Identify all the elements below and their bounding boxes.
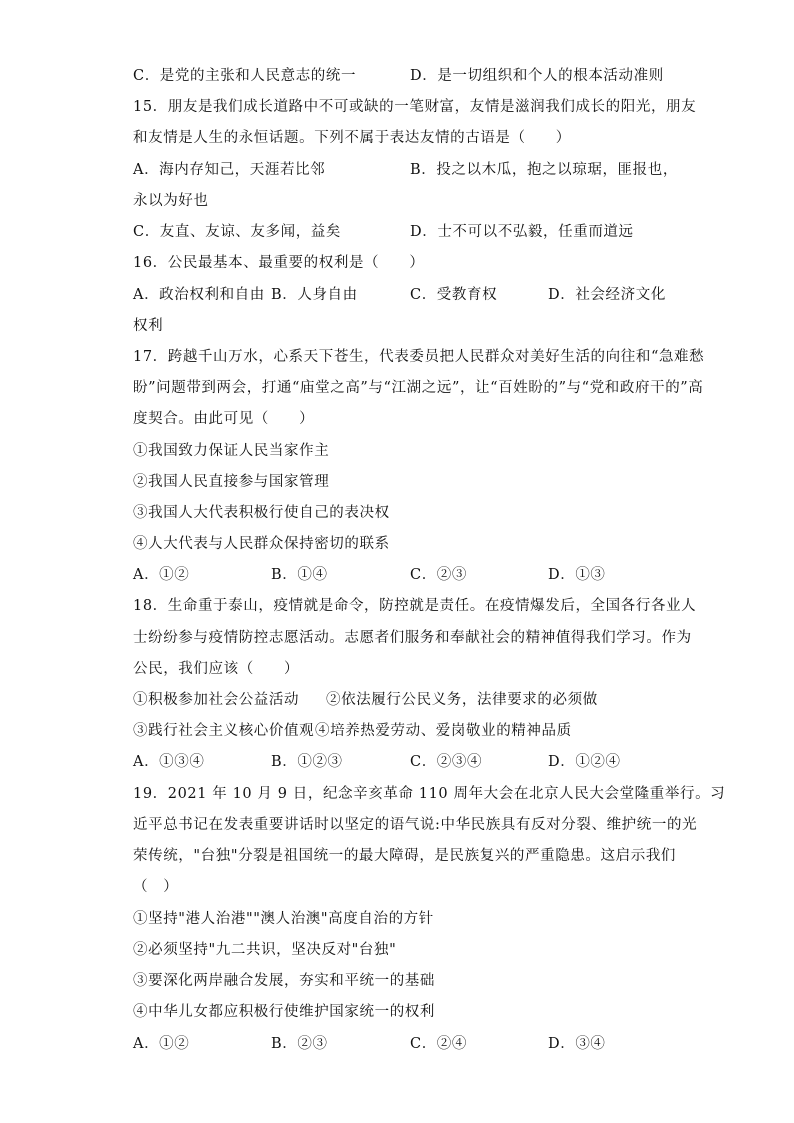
q18-stem-line2: 士纷纷参与疫情防控志愿活动。志愿者们服务和奉献社会的精神值得我们学习。作为 [133,630,692,646]
q18-item-3: ③践行社会主义核心价值观 [133,723,315,739]
q16-option-c: C．受教育权 [410,287,498,303]
q14-option-d: D．是一切组织和个人的根本活动准则 [410,68,664,84]
q15-option-a: A．海内存知己，天涯若比邻 [133,162,326,178]
q17-item-2: ②我国人民直接参与国家管理 [133,474,330,490]
q17-stem-line2: 盼”问题带到两会，打通“庙堂之高”与“江湖之远”，让“百姓盼的”与“党和政府干的”高 [133,380,704,396]
q19-option-b: B．②③ [271,1036,328,1052]
q17-item-4: ④人大代表与人民群众保持密切的联系 [133,536,390,552]
q19-option-a: A．①② [133,1036,190,1052]
q16-stem: 16．公民最基本、最重要的权利是（ ） [133,255,425,271]
q19-item-4: ④中华儿女都应积极行使维护国家统一的权利 [133,1004,435,1020]
q15-stem-line2: 和友情是人生的永恒话题。下列不属于表达友情的古语是（ ） [133,130,571,146]
q15-stem-line1: 15．朋友是我们成长道路中不可或缺的一笔财富，友情是滋润我们成长的阳光，朋友 [133,99,697,115]
q19-stem-line4: （ ） [133,879,179,895]
q14-option-c: C．是党的主张和人民意志的统一 [133,68,357,84]
q17-stem-line1: 17．跨越千山万水，心系天下苍生，代表委员把人民群众对美好生活的向往和“急难愁 [133,349,705,365]
q16-option-a: A．政治权利和自由 [133,287,265,303]
q19-option-d: D．③④ [548,1036,606,1052]
q18-stem-line1: 18．生命重于泰山，疫情就是命令，防控就是责任。在疫情爆发后，全国各行各业人 [133,598,697,614]
q15-option-c: C．友直、友谅、友多闻，益矣 [133,224,341,240]
q18-option-c: C．②③④ [410,754,483,770]
q18-option-b: B．①②③ [271,754,343,770]
q19-stem-line3: 荣传统，"台独"分裂是祖国统一的最大障碍，是民族复兴的严重隐患。这启示我们 [133,848,677,864]
q15-option-d: D．士不可以不弘毅，任重而道远 [410,224,634,240]
q19-item-1: ①坚持"港人治港""澳人治澳"高度自治的方针 [133,911,434,927]
q17-stem-line3: 度契合。由此可见（ ） [133,411,315,427]
q19-item-2: ②必须坚持"九二共识，坚决反对"台独" [133,942,397,958]
q18-option-a: A．①③④ [133,754,205,770]
q16-option-d-line1: D．社会经济文化 [548,287,666,303]
q18-item-4: ④培养热爱劳动、爱岗敬业的精神品质 [315,723,572,739]
q17-item-3: ③我国人大代表积极行使自己的表决权 [133,505,390,521]
q17-item-1: ①我国致力保证人民当家作主 [133,443,330,459]
q18-option-d: D．①②④ [548,754,621,770]
q19-item-3: ③要深化两岸融合发展，夯实和平统一的基础 [133,973,435,989]
q17-option-d: D．①③ [548,567,606,583]
q18-stem-line3: 公民，我们应该（ ） [133,661,300,677]
q16-option-d-line2: 权利 [133,318,164,334]
q16-option-b: B．人身自由 [271,287,358,303]
q18-item-2: ②依法履行公民义务，法律要求的必须做 [326,692,598,708]
q17-option-a: A．①② [133,567,190,583]
q19-stem-line1: 19．2021 年 10 月 9 日，纪念辛亥革命 110 周年大会在北京人民大会堂隆重举行。习 [133,786,726,802]
q19-option-c: C．②④ [410,1036,467,1052]
q17-option-b: B．①④ [271,567,328,583]
q15-option-b-line2: 永以为好也 [133,193,209,209]
q18-item-1: ①积极参加社会公益活动 [133,692,300,708]
q17-option-c: C．②③ [410,567,467,583]
q19-stem-line2: 近平总书记在发表重要讲话时以坚定的语气说:中华民族具有反对分裂、维护统一的光 [133,817,698,833]
q15-option-b-line1: B．投之以木瓜，抱之以琼琚，匪报也， [410,162,678,178]
